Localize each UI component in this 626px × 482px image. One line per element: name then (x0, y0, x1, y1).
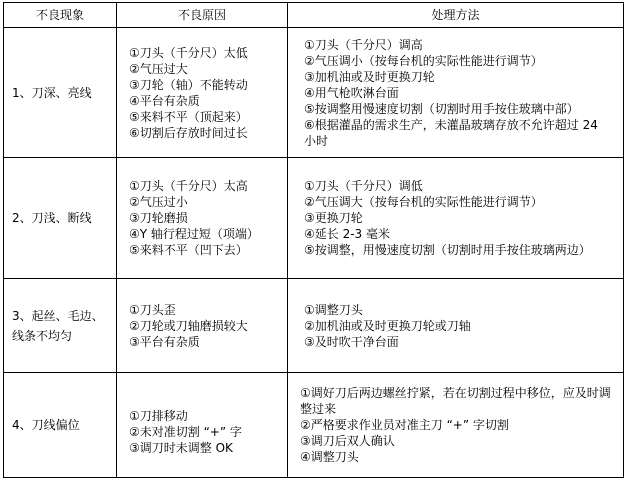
header-defect: 不良现象 (4, 3, 117, 28)
method-cell (288, 279, 624, 373)
method-list (288, 178, 623, 258)
issue-cell: 2、刀浅、断线 (4, 158, 117, 279)
cause-cell (117, 373, 288, 478)
cause-item: ②刀轮或刀轴磨损较大 (129, 318, 248, 333)
table-row (4, 279, 624, 373)
cause-item: ①刀头（千分尺）太高 (129, 179, 248, 193)
cause-cell (117, 28, 288, 158)
method-item: ④用气枪吹淋台面 (304, 85, 399, 100)
table-row (4, 158, 624, 279)
cause-list (117, 394, 287, 456)
cause-item: ①刀头（千分尺）太低 (129, 45, 248, 60)
cause-item: ①刀排移动 (129, 409, 188, 423)
method-item: ①调整刀头 (304, 302, 363, 317)
cause-item: ③刀轮（轴）不能转动 (129, 77, 248, 92)
method-item: ②加机油或及时更换刀轮或刀轴 (304, 318, 471, 333)
cause-item: ④Y 轴行程过短（项端） (129, 227, 259, 241)
method-list (288, 37, 623, 149)
method-item: ⑥根据灌晶的需求生产，未灌晶玻璃存放不允许超过 24 小时 (304, 117, 598, 148)
issue-cell: 3、起丝、毛边、线条不均匀 (4, 279, 117, 373)
method-item: ⑤按调整用慢速度切割（切割时用手按住玻璃中部） (304, 101, 579, 116)
table-row (4, 373, 624, 478)
method-item: ①调好刀后两边螺丝拧紧，若在切割过程中移位，应及时调整过来 (300, 386, 611, 416)
method-cell (288, 28, 624, 158)
cause-item: ③刀轮磨损 (129, 211, 188, 225)
header-row (4, 3, 624, 28)
method-item: ③更换刀轮 (304, 211, 363, 225)
cause-list (117, 302, 287, 350)
cause-item: ⑥切割后存放时间过长 (129, 125, 248, 140)
cause-cell (117, 158, 288, 279)
method-item: ②严格要求作业员对准主刀 “+” 字切割 (300, 418, 509, 432)
cause-cell (117, 279, 288, 373)
method-cell (288, 373, 624, 478)
cause-list (117, 45, 287, 141)
method-item: ③加机油或及时更换刀轮 (304, 69, 435, 84)
cause-item: ⑤来料不平（凹下去） (129, 243, 248, 257)
method-item: ④延长 2-3 毫米 (304, 227, 390, 241)
cause-item: ③调刀时未调整 OK (129, 441, 233, 455)
cause-item: ②气压过小 (129, 195, 188, 209)
method-item: ⑤按调整，用慢速度切割（切割时用手按住玻璃两边） (304, 243, 591, 257)
cause-item: ②气压过大 (129, 61, 188, 76)
cause-list (117, 178, 287, 258)
header-cause: 不良原因 (117, 3, 288, 28)
method-item: ③调刀后双人确认 (300, 434, 395, 448)
method-item: ①刀头（千分尺）调低 (304, 179, 423, 193)
method-cell (288, 158, 624, 279)
method-item: ②气压调小（按每台机的实际性能进行调节） (304, 53, 543, 68)
cause-item: ④平台有杂质 (129, 93, 200, 108)
method-list (288, 302, 623, 350)
method-item: ②气压调大（按每台机的实际性能进行调节） (304, 195, 543, 209)
cause-item: ③平台有杂质 (129, 334, 200, 349)
method-list (288, 385, 623, 465)
defect-table (3, 2, 624, 478)
method-item: ④调整刀头 (300, 450, 359, 464)
header-method: 处理方法 (288, 3, 624, 28)
issue-cell: 4、刀线偏位 (4, 373, 117, 478)
issue-cell: 1、刀深、亮线 (4, 28, 117, 158)
cause-item: ①刀头歪 (129, 302, 176, 317)
cause-item: ②未对准切割 “+” 字 (129, 425, 242, 439)
method-item: ①刀头（千分尺）调高 (304, 37, 423, 52)
cause-item: ⑤来料不平（顶起来） (129, 109, 248, 124)
table-row (4, 28, 624, 158)
method-item: ③及时吹干净台面 (304, 334, 399, 349)
